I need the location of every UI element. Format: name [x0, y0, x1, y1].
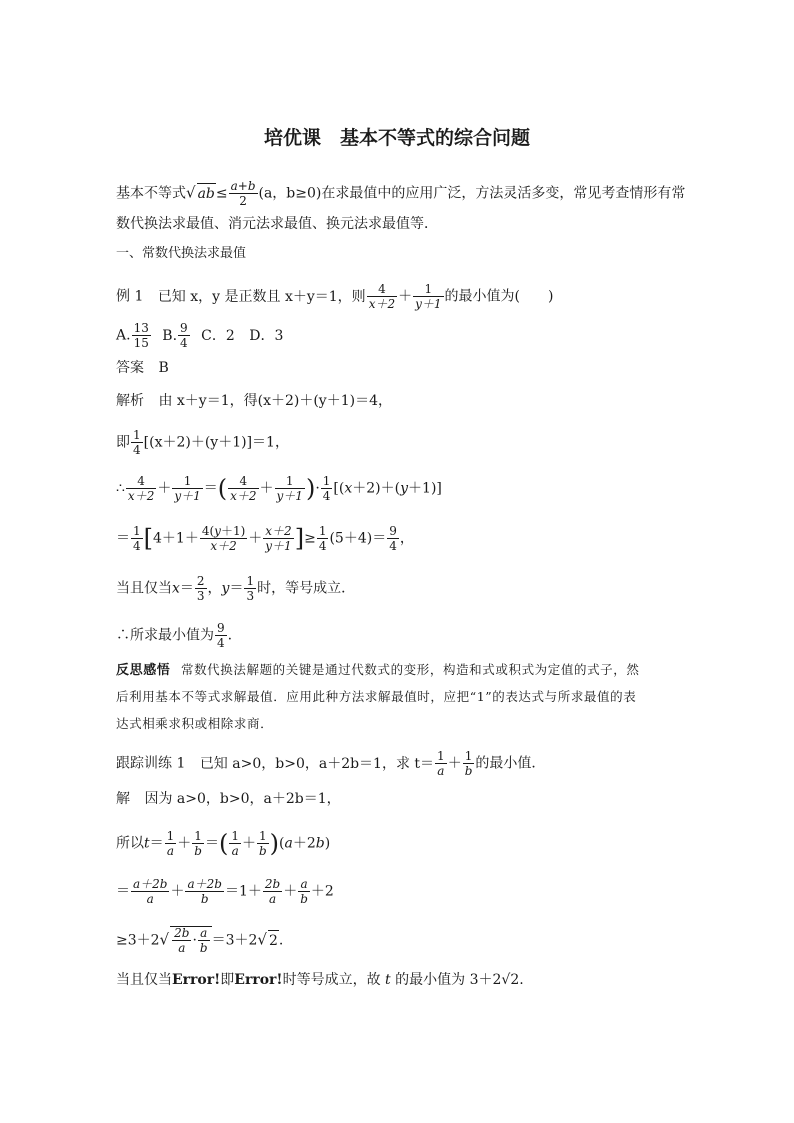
fraction: $\frac{1}{b}$: [464, 749, 473, 778]
intro-lead: 基本不等式: [116, 185, 186, 202]
fraction: $\frac{1}{a}$: [231, 829, 239, 858]
fraction: $\frac{1}{b}$: [194, 829, 202, 858]
solution-line-6: ∴所求最小值为 $\frac{9}{4}$ .: [116, 621, 233, 650]
solution-text: 时，等号成立．: [257, 580, 356, 597]
solution-text: 当且仅当: [116, 580, 172, 597]
practice-solution-label: 解: [116, 791, 130, 807]
fraction: $\frac{9}{4}$: [389, 524, 397, 553]
fraction: $\frac{4}{x+2}$: [127, 474, 155, 503]
practice-solution-line-3: ＝ $\frac{a+2b}{a}$ ＋ $\frac{a+2b}{b}$ ＝1＋ $\frac{2b}{a}$ ＋ $\frac{a}{b}$ ＋2: [116, 877, 334, 906]
solution-text: 即: [116, 434, 130, 451]
fraction: $\frac{4}{x+2}$: [368, 282, 396, 311]
practice-stem: 跟踪训练 1 已知 a>0，b>0，a＋2b＝1，求 t＝ $\frac{1}{a}$ ＋ $\frac{1}{b}$ 的最小值．: [116, 749, 546, 778]
answer-label: 答案: [116, 360, 144, 376]
practice-solution-line-4: ≥3＋2√ $\frac{2b}{a}$ · $\frac{a}{b}$ ＝3＋2√ 2.: [116, 926, 284, 955]
intro-line-1: 基本不等式√ ab≤ $\frac{a+b}{2}$ (a，b≥0)在求最值中的应用广泛，方法灵活多变，常见考查情形有常: [116, 179, 686, 208]
example-label: 例 1: [116, 288, 144, 305]
reflection-text: 常数代换法解题的关键是通过代数式的变形，构造和式或积式为定值的式子，然: [180, 662, 640, 677]
example-1-stem: 例 1 已知 x，y 是正数且 x＋y＝1，则 $\frac{4}{x+2}$ ＋ $\frac{1}{y+1}$ 的最小值为( ): [116, 282, 554, 311]
fraction: $\frac{a}{b}$: [199, 926, 208, 955]
fraction: $\frac{2b}{a}$: [264, 877, 281, 906]
reflection-line-1: [116, 660, 640, 681]
fraction: $\frac{1}{3}$: [246, 574, 255, 603]
fraction: $\frac{a+2b}{a}$: [133, 877, 168, 906]
option-c: C．2: [201, 327, 235, 344]
option-d: D．3: [249, 327, 284, 344]
practice-solution-text: 的最小值为 3＋2√2.: [395, 972, 524, 988]
error-placeholder: Error!: [234, 972, 283, 988]
fraction: $\frac{1}{4}$: [322, 474, 331, 503]
fraction: $\frac{1}{4}$: [133, 524, 141, 553]
practice-solution-line-2: 所以t＝ $\frac{1}{a}$ ＋ $\frac{1}{b}$ ＝( $\frac{1}{a}$ ＋ $\frac{1}{b}$ )(a＋2b): [116, 829, 331, 858]
intro-line-2: 数代换法求最值、消元法求最值、换元法求最值等．: [116, 216, 438, 232]
example-stem-a: 已知 x，y 是正数且 x＋y＝1，则: [157, 288, 366, 305]
reflection-line-2: 后利用基本不等式求解最值．应用此种方法求解最值时，应把“1”的表达式与所求最值的表: [116, 689, 637, 704]
fraction: $\frac{13}{15}$: [133, 321, 149, 350]
fraction: $\frac{a}{b}$: [300, 877, 308, 906]
practice-label: 跟踪训练 1: [116, 755, 186, 772]
fraction: $\frac{4(y+1)}{x+2}$: [201, 524, 246, 553]
fraction: $\frac{a+2b}{b}$: [187, 877, 222, 906]
practice-solution-text: 因为 a>0，b>0，a＋2b＝1，: [144, 791, 341, 807]
solution-text: [(x＋2)＋(y＋1)]＝1，: [143, 434, 289, 451]
fraction: $\frac{1}{4}$: [318, 524, 327, 553]
practice-solution-text: 即: [220, 972, 235, 988]
practice-solution-text: 时等号成立，故: [282, 972, 381, 988]
fraction: $\frac{4}{x+2}$: [230, 474, 257, 503]
section-heading: 一、常数代换法求最值: [116, 246, 247, 261]
solution-line-4: ＝ $\frac{1}{4}$ [4＋1＋ $\frac{4(y+1)}{x+2}$ ＋ $\frac{x+2}{y+1}$ ]≥ $\frac{1}{4}$ (5＋4)＝ $\frac{9}{4}$ ，: [116, 524, 414, 553]
fraction: $\frac{1}{y+1}$: [415, 282, 442, 311]
fraction: $\frac{a+b}{2}$: [230, 179, 256, 208]
fraction: $\frac{1}{y+1}$: [276, 474, 303, 503]
error-placeholder: Error!: [172, 972, 221, 988]
practice-solution-line-1: [116, 789, 341, 809]
answer-value: B: [158, 360, 169, 376]
solution-line-1: [116, 391, 392, 411]
solution-text: 由 x＋y＝1，得(x＋2)＋(y＋1)＝4，: [158, 393, 392, 409]
fraction: $\frac{9}{4}$: [217, 621, 225, 650]
solution-line-2: [116, 429, 289, 456]
option-b: B.: [162, 327, 178, 344]
example-stem-b: 的最小值为( ): [444, 288, 554, 305]
page-title: 培优课 基本不等式的综合问题: [263, 127, 530, 149]
solution-text: ∴: [116, 480, 125, 497]
reflection-label: 反思感悟: [116, 663, 171, 678]
example-1-options: [116, 322, 283, 349]
fraction: $\frac{9}{4}$: [180, 321, 188, 350]
solution-line-5: 当且仅当x＝ $\frac{2}{3}$ ，y＝ $\frac{1}{3}$ 时，等号成立．: [116, 574, 356, 603]
fraction: $\frac{1}{y+1}$: [174, 474, 201, 503]
intro-tail: (a，b≥0)在求最值中的应用广泛，方法灵活多变，常见考查情形有常: [258, 185, 686, 202]
reflection-line-3: 达式相乘求积或相除求商．: [116, 716, 274, 731]
solution-text: ∴所求最小值为: [116, 627, 214, 644]
fraction: $\frac{2b}{a}$: [174, 926, 190, 955]
answer-line: [116, 358, 169, 378]
fraction: $\frac{1}{b}$: [258, 829, 267, 858]
practice-text: 已知 a>0，b>0，a＋2b＝1，求 t＝: [199, 755, 435, 772]
fraction: $\frac{x+2}{y+1}$: [265, 524, 292, 553]
practice-text: 的最小值．: [475, 755, 546, 772]
practice-solution-text: 所以: [116, 835, 144, 852]
solution-line-3: ∴ $\frac{4}{x+2}$ ＋ $\frac{1}{y+1}$ ＝( $\frac{4}{x+2}$ ＋ $\frac{1}{y+1}$ )· $\frac{1}{4}$ [(x＋2)＋(y＋1)]: [116, 474, 442, 503]
fraction: $\frac{1}{4}$: [133, 428, 141, 457]
fraction: $\frac{1}{a}$: [166, 829, 175, 858]
practice-solution-text: 当且仅当: [116, 972, 172, 988]
fraction: $\frac{2}{3}$: [196, 574, 205, 603]
practice-solution-final: 当且仅当Error!即Error!时等号成立，故 t 的最小值为 3＋2√2.: [116, 972, 524, 988]
option-a: A.: [116, 327, 131, 344]
fraction: $\frac{1}{a}$: [437, 749, 445, 778]
solution-label: 解析: [116, 393, 144, 409]
